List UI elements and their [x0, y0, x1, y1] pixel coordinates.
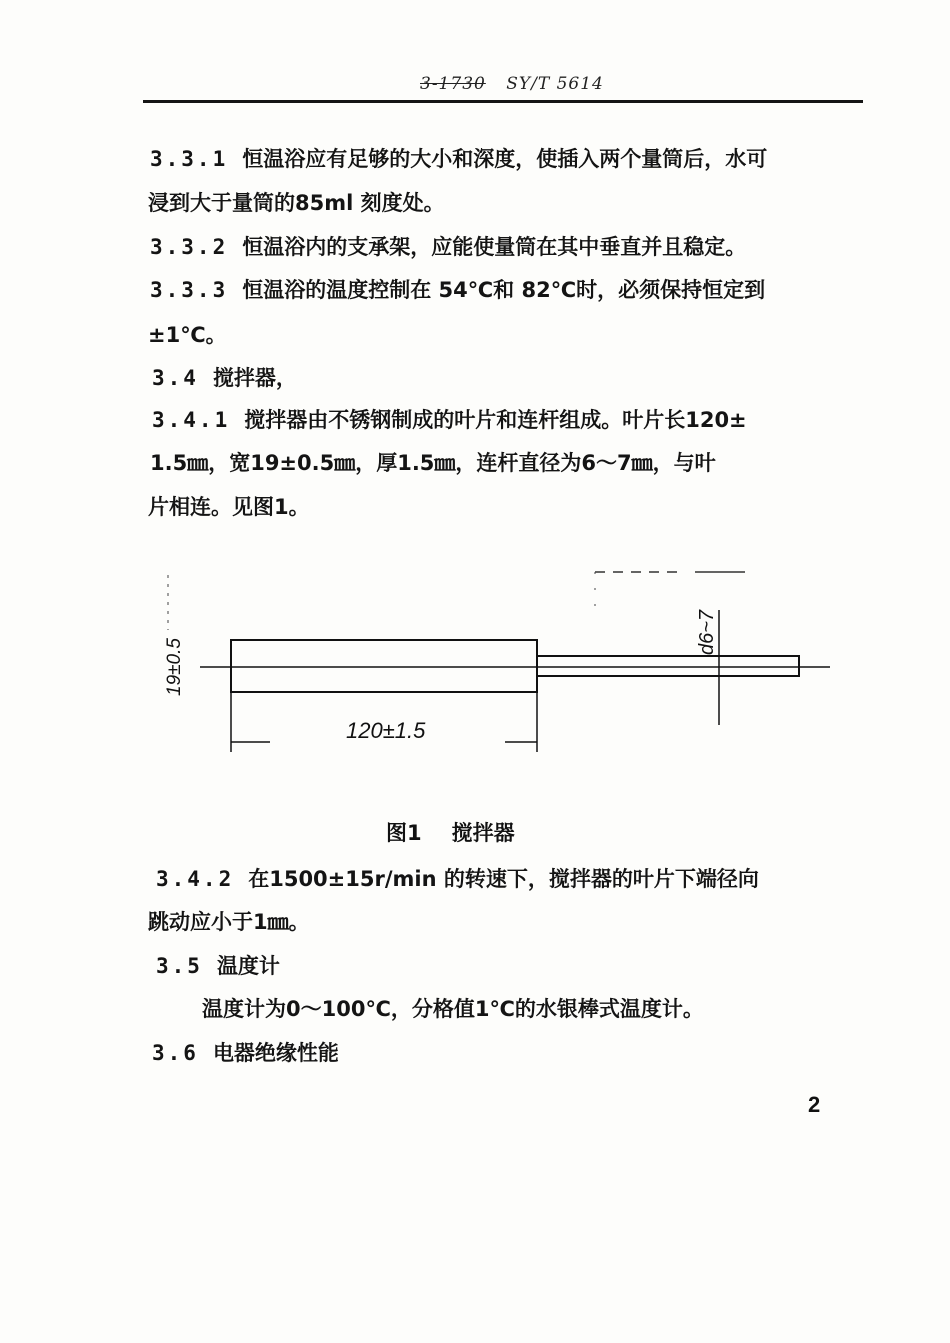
section-3-4-1-line-1: [152, 407, 747, 433]
figure-title: 搅拌器: [451, 821, 515, 845]
page-header: [420, 74, 604, 94]
section-text: 在1500±15r/min 的转速下，搅拌器的叶片下端径向: [248, 867, 759, 891]
section-title: 搅拌器，: [212, 366, 297, 390]
section-3-3-3-line-1: [150, 277, 765, 303]
page-number: 2: [808, 1092, 821, 1117]
section-3-4-1-line-3: 片相连。见图1。: [148, 495, 310, 519]
section-number: 3.4: [152, 366, 199, 390]
section-3-4-heading: [152, 365, 297, 391]
section-title: 温度计: [216, 954, 280, 978]
section-number: 3.6: [152, 1041, 199, 1065]
rod-diameter-label: d6~7: [696, 609, 718, 655]
section-text: 搅拌器由不锈钢制成的叶片和连杆组成。叶片长120±: [244, 408, 747, 432]
section-number: 3.3.2: [150, 235, 229, 259]
section-3-4-1-line-2: 1.5㎜，宽19±0.5㎜，厚1.5㎜，连杆直径为6～7㎜，与叶: [150, 451, 716, 475]
section-3-3-2: [150, 234, 746, 260]
section-3-5-body: 温度计为0～100℃，分格值1℃的水银棒式温度计。: [202, 997, 704, 1021]
section-3-3-1-line-1: [150, 146, 767, 172]
section-3-6-heading: [152, 1040, 339, 1066]
section-text: 恒温浴内的支承架，应能使量筒在其中垂直并且稳定。: [242, 235, 747, 259]
height-dimension-label: 19±0.5: [164, 638, 185, 696]
section-number: 3.3.1: [150, 147, 229, 171]
section-text: 恒温浴的温度控制在 54℃和 82℃时，必须保持恒定到: [242, 278, 766, 302]
figure-caption: [386, 820, 515, 846]
stirrer-drawing: [150, 560, 840, 770]
section-3-4-2-line-2: 跳动应小于1㎜。: [148, 910, 310, 934]
section-text: 恒温浴应有足够的大小和深度，使插入两个量筒后，水可: [242, 147, 768, 171]
figure-number: 图1: [386, 821, 422, 845]
stirrer-blade: [231, 640, 537, 692]
stirrer-rod: [537, 656, 799, 676]
length-dimension-label: 120±1.5: [346, 718, 426, 743]
section-3-5-heading: [156, 953, 280, 979]
section-3-3-1-line-2: 浸到大于量筒的85ml 刻度处。: [148, 191, 445, 215]
standard-code: SY/T 5614: [506, 74, 604, 94]
section-title: 电器绝缘性能: [212, 1041, 339, 1065]
section-3-3-3-line-2: ±1℃。: [148, 323, 227, 347]
section-3-4-2-line-1: [156, 866, 759, 892]
section-number: 3.3.3: [150, 278, 229, 302]
section-number: 3.4.1: [152, 408, 231, 432]
struck-standard-code: 3-1730: [420, 74, 486, 94]
section-number: 3.4.2: [156, 867, 235, 891]
header-rule: [143, 100, 863, 103]
section-number: 3.5: [156, 954, 203, 978]
